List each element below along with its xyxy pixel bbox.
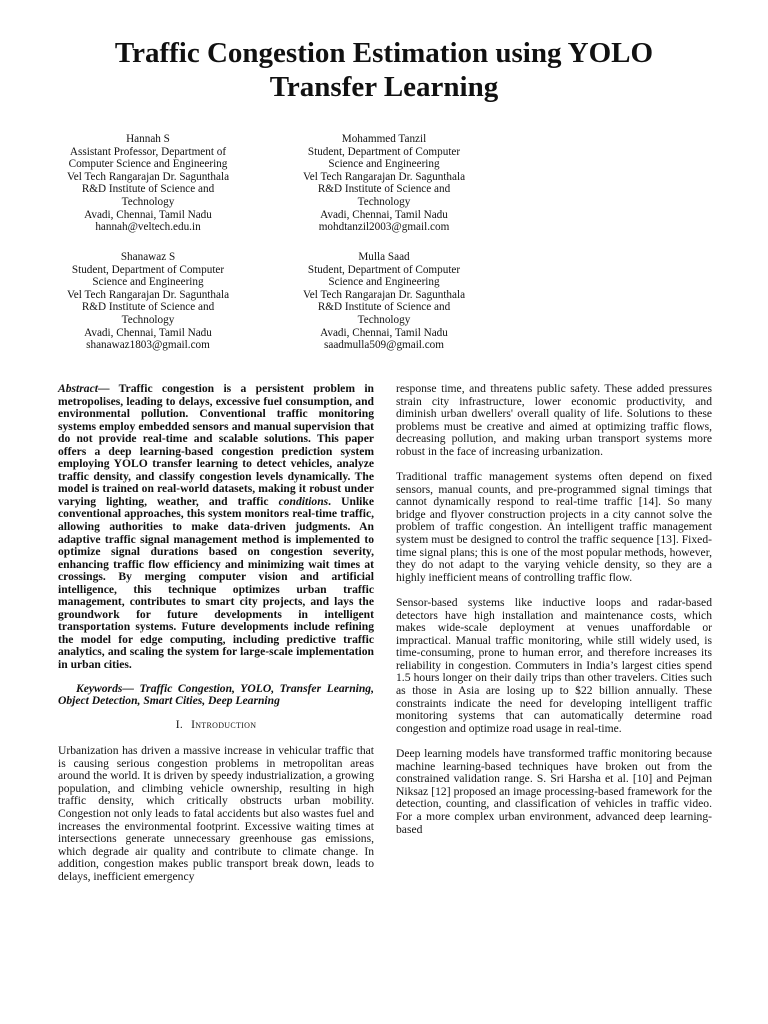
author-line: Avadi, Chennai, Tamil Nadu xyxy=(84,208,212,221)
author-line: R&D Institute of Science and xyxy=(317,301,451,314)
author-line: Student, Department of Computer xyxy=(307,263,461,276)
author-line: Vel Tech Rangarajan Dr. Sagunthala xyxy=(66,170,230,183)
author-line: Technology xyxy=(357,313,411,326)
title-line-2: Transfer Learning xyxy=(269,71,499,103)
right-column xyxy=(396,383,712,836)
abstract-label: Abstract— xyxy=(58,382,110,395)
author-line: R&D Institute of Science and xyxy=(81,183,215,196)
section-number: I. xyxy=(175,717,184,731)
body-paragraph: Traditional traffic management systems often depend on fixed sensors, manual counts, and pre-programmed signal timings that cannot dynamically respond to real-time traffic [14]. So many bridge and flyover construction projects in a city cannot solve the problem of traffic congestion. An intelligent traffic management system must be designed to control the traffic sequence [13]. Fixed-time signal plans; this is one of the most popular methods, however, they do not adapt to the varying vehicle density, so they are a highly inefficient means of controlling traffic flow. xyxy=(396,470,712,584)
abstract-italic-word: conditions xyxy=(278,494,329,508)
abstract-text-1: Traffic congestion is a persistent problem in metropolises, leading to delays, excessive fuel consumption, and environmental pollution. Conventional traffic monitoring systems employ embedded sensors and manual supervision that do not provide real-time and scalable solutions. This paper offers a deep learning-based congestion prediction system employing YOLO transfer learning to detect vehicles, analyze traffic density, and classify congestion levels dynamically. The model is trained on real-world datasets, making it robust under varying lighting, weather, and traffic xyxy=(58,382,374,508)
author-line: Avadi, Chennai, Tamil Nadu xyxy=(84,326,212,339)
section-title: Introduction xyxy=(191,717,257,731)
author-line: Assistant Professor, Department of xyxy=(69,145,227,158)
body-paragraph: Sensor-based systems like inductive loops and radar-based detectors have high installation and maintenance costs, which makes wide-scale deployment at venues unaffordable or impractical. Manual traffic monitoring, while still widely used, is time-consuming, prone to human error, and therefore increases its reliability in congestion. Commuters in India’s largest cities spend 1.5 hours longer on their daily trips than other travelers. Cities such as those in Asia are losing up to $22 billion annually. These constraints indicate the need for developing intelligent traffic monitoring systems that can automatically determine road congestion and optimize road usage in real-time. xyxy=(396,596,712,735)
author-line: Student, Department of Computer xyxy=(71,263,225,276)
author-line: Vel Tech Rangarajan Dr. Sagunthala xyxy=(302,288,466,301)
body-paragraph: response time, and threatens public safety. These added pressures strain city infrastructure, lower economic productivity, and diminish urban dwellers' overall quality of life. Solutions to these problems must be creative and aimed at optimizing traffic flows, decreasing pollution, and making urban transport systems more robust in the face of increasing urbanization. xyxy=(396,382,712,458)
section-heading xyxy=(58,719,374,732)
author-name: Shanawaz S xyxy=(120,251,176,263)
title-line-1: Traffic Congestion Estimation using YOLO xyxy=(114,37,654,69)
author-name: Mohammed Tanzil xyxy=(341,133,427,145)
author-block-saad xyxy=(284,251,484,352)
body-paragraph: Deep learning models have transformed traffic monitoring because machine learning-based techniques have broken out from the constrained validation range. S. Sri Harsha et al. [10] and Pejman Niksaz [12] proposed an image processing-based framework for the detection, counting, and classification of vehicles in traffic video. For a more complex urban environment, advanced deep learning-based xyxy=(396,747,712,836)
author-line: R&D Institute of Science and xyxy=(81,301,215,314)
author-line: Technology xyxy=(121,195,175,208)
author-line: Student, Department of Computer xyxy=(307,145,461,158)
author-line: Vel Tech Rangarajan Dr. Sagunthala xyxy=(302,170,466,183)
author-email: hannah@veltech.edu.in xyxy=(95,221,201,234)
author-email: shanawaz1803@gmail.com xyxy=(86,339,210,352)
author-line: Avadi, Chennai, Tamil Nadu xyxy=(320,326,448,339)
left-column xyxy=(58,383,374,883)
author-block-shanawaz xyxy=(48,251,248,352)
author-line: Science and Engineering xyxy=(92,276,204,289)
author-line: Avadi, Chennai, Tamil Nadu xyxy=(320,208,448,221)
author-email: mohdtanzil2003@gmail.com xyxy=(318,221,450,234)
author-name: Hannah S xyxy=(126,133,170,145)
author-line: Technology xyxy=(357,195,411,208)
paper-title xyxy=(40,36,728,104)
intro-paragraph: Urbanization has driven a massive increase in vehicular traffic that is causing serious congestion problems in metropolitan areas around the world. It is driven by speedy industrialization, a growing population, and climbing vehicle ownership, resulting in high traffic density, which critically obstructs urban mobility. Congestion not only leads to fatal accidents but also wastes fuel and increases the environmental footprint. Excessive waiting times at intersections generate unnecessary greenhouse gas emissions, which degrade air quality and contribute to climate change. In addition, congestion makes public transport break down, leads to delays, inefficient emergency xyxy=(58,744,374,883)
author-line: R&D Institute of Science and xyxy=(317,183,451,196)
author-line: Science and Engineering xyxy=(328,276,440,289)
author-line: Vel Tech Rangarajan Dr. Sagunthala xyxy=(66,288,230,301)
author-email: saadmulla509@gmail.com xyxy=(324,339,444,352)
author-name: Mulla Saad xyxy=(358,251,410,263)
abstract xyxy=(58,383,374,672)
abstract-text-2: . Unlike conventional approaches, this system monitors real-time traffic, allowing authorities to make data-driven judgments. An adaptive traffic signal management method is implemented to optimize signal durations based on congestion severity, enhancing traffic flow efficiency and minimizing wait times at crossings. By merging computer vision and artificial intelligence, this technique optimizes urban traffic management, contributes to smart city projects, and lays the groundwork for future developments in intelligent transportation systems. Future developments include refining the model for edge computing, including predictive traffic analytics, and scaling the system for large-scale implementation in urban cities. xyxy=(58,494,374,672)
author-line: Technology xyxy=(121,313,175,326)
author-line: Computer Science and Engineering xyxy=(68,158,228,171)
keywords: Keywords— Traffic Congestion, YOLO, Transfer Learning, Object Detection, Smart Cities, Deep Learning xyxy=(58,681,374,708)
author-block-hannah xyxy=(48,133,248,234)
author-line: Science and Engineering xyxy=(328,158,440,171)
author-block-tanzil xyxy=(284,133,484,234)
